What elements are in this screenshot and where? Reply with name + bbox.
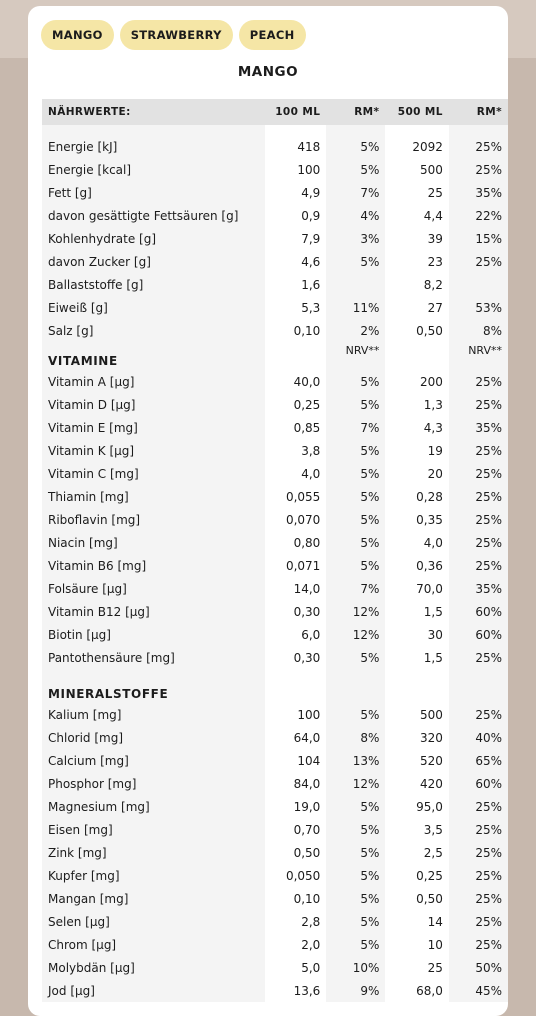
value-500ml: 39: [385, 227, 448, 250]
row-label: Calcium [mg]: [42, 749, 265, 772]
tab-mango[interactable]: MANGO: [41, 20, 114, 50]
row-label: Kupfer [mg]: [42, 864, 265, 887]
rm-100ml: 5%: [326, 864, 385, 887]
section-empty-cell: [449, 675, 508, 703]
row-label: Magnesium [mg]: [42, 795, 265, 818]
rm-100ml: 4%: [326, 204, 385, 227]
table-row: [42, 795, 508, 818]
rm-100ml: 5%: [326, 933, 385, 956]
table-body: [42, 125, 508, 1002]
header-100ml: 100 ML: [265, 99, 327, 125]
rm-100ml: 5%: [326, 393, 385, 416]
row-label: Biotin [µg]: [42, 623, 265, 646]
rm-100ml: 7%: [326, 416, 385, 439]
table-row: [42, 416, 508, 439]
rm-500ml: 25%: [449, 554, 508, 577]
rm-500ml: 35%: [449, 181, 508, 204]
value-100ml: 0,30: [265, 600, 327, 623]
value-100ml: 84,0: [265, 772, 327, 795]
value-500ml: 14: [385, 910, 448, 933]
table-row: [42, 818, 508, 841]
table-row: [42, 158, 508, 181]
value-500ml: 200: [385, 370, 448, 393]
rm-500ml: 25%: [449, 158, 508, 181]
row-label: Vitamin C [mg]: [42, 462, 265, 485]
header-500ml: 500 ML: [385, 99, 448, 125]
value-500ml: 25: [385, 956, 448, 979]
table-row: [42, 181, 508, 204]
table-row: [42, 979, 508, 1002]
value-500ml: 1,3: [385, 393, 448, 416]
table-row: [42, 319, 508, 342]
rm-100ml: 3%: [326, 227, 385, 250]
rm-500ml: 50%: [449, 956, 508, 979]
section-empty-cell: [385, 342, 448, 370]
section-empty-cell: [385, 675, 448, 703]
value-100ml: 4,0: [265, 462, 327, 485]
value-100ml: 0,50: [265, 841, 327, 864]
rm-500ml: 25%: [449, 910, 508, 933]
nutrition-table: [42, 99, 508, 1002]
rm-100ml: 8%: [326, 726, 385, 749]
table-row: [42, 135, 508, 158]
value-100ml: 64,0: [265, 726, 327, 749]
value-500ml: 25: [385, 181, 448, 204]
rm-500ml: 15%: [449, 227, 508, 250]
value-500ml: 68,0: [385, 979, 448, 1002]
row-label: Selen [µg]: [42, 910, 265, 933]
rm-500ml: 45%: [449, 979, 508, 1002]
row-label: Chlorid [mg]: [42, 726, 265, 749]
rm-100ml: 9%: [326, 979, 385, 1002]
value-500ml: 10: [385, 933, 448, 956]
value-100ml: 0,80: [265, 531, 327, 554]
table-row: [42, 439, 508, 462]
rm-500ml: 25%: [449, 485, 508, 508]
row-label: Zink [mg]: [42, 841, 265, 864]
value-500ml: 1,5: [385, 600, 448, 623]
table-row: [42, 646, 508, 669]
tab-peach[interactable]: PEACH: [239, 20, 306, 50]
value-100ml: 0,10: [265, 887, 327, 910]
rm-500ml: 25%: [449, 531, 508, 554]
section-title: VITAMINE: [42, 342, 265, 370]
rm-100ml: 12%: [326, 772, 385, 795]
rm-100ml: 5%: [326, 646, 385, 669]
rm-100ml: 5%: [326, 485, 385, 508]
rm-500ml: 25%: [449, 703, 508, 726]
table-row: [42, 462, 508, 485]
rm-500ml: [449, 273, 508, 296]
rm-500ml: 25%: [449, 841, 508, 864]
row-label: Riboflavin [mg]: [42, 508, 265, 531]
table-row: [42, 531, 508, 554]
value-100ml: 4,6: [265, 250, 327, 273]
value-500ml: 4,4: [385, 204, 448, 227]
table-row: [42, 910, 508, 933]
tab-strawberry[interactable]: STRAWBERRY: [120, 20, 233, 50]
rm-100ml: 5%: [326, 887, 385, 910]
spacer-cell: [265, 125, 327, 135]
table-row: [42, 273, 508, 296]
table-row: [42, 508, 508, 531]
rm-100ml: 5%: [326, 158, 385, 181]
row-label: Kohlenhydrate [g]: [42, 227, 265, 250]
value-100ml: 0,050: [265, 864, 327, 887]
value-500ml: 4,0: [385, 531, 448, 554]
rm-500ml: 8%: [449, 319, 508, 342]
table-row: [42, 841, 508, 864]
value-500ml: 30: [385, 623, 448, 646]
table-row: [42, 772, 508, 795]
rm-500ml: 25%: [449, 393, 508, 416]
value-100ml: 5,3: [265, 296, 327, 319]
rm-100ml: 5%: [326, 135, 385, 158]
value-100ml: 104: [265, 749, 327, 772]
value-500ml: 95,0: [385, 795, 448, 818]
value-500ml: 0,50: [385, 319, 448, 342]
header-name: NÄHRWERTE:: [42, 99, 265, 125]
value-100ml: 14,0: [265, 577, 327, 600]
flavor-title: MANGO: [237, 64, 299, 80]
row-label: Ballaststoffe [g]: [42, 273, 265, 296]
row-label: Phosphor [mg]: [42, 772, 265, 795]
section-header-row: [42, 342, 508, 370]
value-100ml: 0,70: [265, 818, 327, 841]
rm-500ml: 25%: [449, 370, 508, 393]
row-label: davon Zucker [g]: [42, 250, 265, 273]
rm-500ml: 25%: [449, 508, 508, 531]
value-100ml: 0,10: [265, 319, 327, 342]
table-row: [42, 600, 508, 623]
rm-500ml: 60%: [449, 772, 508, 795]
table-spacer: [42, 125, 508, 135]
rm-100ml: 13%: [326, 749, 385, 772]
value-500ml: 27: [385, 296, 448, 319]
rm-500ml: 60%: [449, 623, 508, 646]
section-empty-cell: [326, 675, 385, 703]
table-row: [42, 887, 508, 910]
table-row: [42, 703, 508, 726]
rm-500ml: 25%: [449, 887, 508, 910]
value-100ml: 3,8: [265, 439, 327, 462]
rm-500ml: 25%: [449, 250, 508, 273]
rm-500ml: 25%: [449, 439, 508, 462]
value-500ml: 8,2: [385, 273, 448, 296]
value-100ml: 0,070: [265, 508, 327, 531]
row-label: Vitamin D [µg]: [42, 393, 265, 416]
value-100ml: 0,055: [265, 485, 327, 508]
row-label: Fett [g]: [42, 181, 265, 204]
value-500ml: 4,3: [385, 416, 448, 439]
value-100ml: 0,071: [265, 554, 327, 577]
row-label: Energie [kJ]: [42, 135, 265, 158]
row-label: Eiweiß [g]: [42, 296, 265, 319]
nrv-label: NRV**: [326, 342, 385, 370]
spacer-cell: [449, 125, 508, 135]
spacer-cell: [42, 125, 265, 135]
value-500ml: 0,25: [385, 864, 448, 887]
nrv-label: NRV**: [449, 342, 508, 370]
value-100ml: 40,0: [265, 370, 327, 393]
value-500ml: 320: [385, 726, 448, 749]
rm-500ml: 65%: [449, 749, 508, 772]
table-row: [42, 726, 508, 749]
spacer-cell: [385, 125, 448, 135]
value-100ml: 5,0: [265, 956, 327, 979]
table-row: [42, 370, 508, 393]
table-row: [42, 749, 508, 772]
rm-100ml: 12%: [326, 600, 385, 623]
value-100ml: 0,25: [265, 393, 327, 416]
value-100ml: 0,30: [265, 646, 327, 669]
table-row: [42, 933, 508, 956]
rm-100ml: 5%: [326, 818, 385, 841]
table-header-row: [42, 99, 508, 125]
rm-500ml: 25%: [449, 462, 508, 485]
value-500ml: 500: [385, 158, 448, 181]
table-row: [42, 227, 508, 250]
rm-100ml: 10%: [326, 956, 385, 979]
rm-500ml: 60%: [449, 600, 508, 623]
table-row: [42, 554, 508, 577]
rm-100ml: [326, 273, 385, 296]
rm-100ml: 5%: [326, 462, 385, 485]
value-500ml: 500: [385, 703, 448, 726]
value-500ml: 420: [385, 772, 448, 795]
value-500ml: 2,5: [385, 841, 448, 864]
row-label: Mangan [mg]: [42, 887, 265, 910]
rm-100ml: 12%: [326, 623, 385, 646]
value-100ml: 0,85: [265, 416, 327, 439]
row-label: Vitamin A [µg]: [42, 370, 265, 393]
value-500ml: 2092: [385, 135, 448, 158]
value-100ml: 7,9: [265, 227, 327, 250]
row-label: Vitamin K [µg]: [42, 439, 265, 462]
value-500ml: 0,28: [385, 485, 448, 508]
section-header-row: [42, 675, 508, 703]
value-500ml: 0,50: [385, 887, 448, 910]
value-500ml: 20: [385, 462, 448, 485]
row-label: Salz [g]: [42, 319, 265, 342]
rm-100ml: 5%: [326, 910, 385, 933]
rm-100ml: 7%: [326, 181, 385, 204]
nutrition-card: [28, 6, 508, 1016]
rm-100ml: 5%: [326, 370, 385, 393]
value-100ml: 19,0: [265, 795, 327, 818]
header-rm-100ml: RM*: [326, 99, 385, 125]
rm-500ml: 35%: [449, 416, 508, 439]
row-label: Pantothensäure [mg]: [42, 646, 265, 669]
row-label: Vitamin E [mg]: [42, 416, 265, 439]
row-label: Energie [kcal]: [42, 158, 265, 181]
rm-100ml: 5%: [326, 554, 385, 577]
value-500ml: 0,35: [385, 508, 448, 531]
table-row: [42, 623, 508, 646]
value-100ml: 4,9: [265, 181, 327, 204]
table-row: [42, 296, 508, 319]
value-500ml: 3,5: [385, 818, 448, 841]
rm-100ml: 5%: [326, 841, 385, 864]
rm-500ml: 40%: [449, 726, 508, 749]
value-100ml: 418: [265, 135, 327, 158]
table-row: [42, 485, 508, 508]
value-100ml: 100: [265, 703, 327, 726]
row-label: Thiamin [mg]: [42, 485, 265, 508]
row-label: Eisen [mg]: [42, 818, 265, 841]
rm-100ml: 5%: [326, 508, 385, 531]
table-row: [42, 393, 508, 416]
value-500ml: 23: [385, 250, 448, 273]
table-row: [42, 577, 508, 600]
rm-100ml: 5%: [326, 439, 385, 462]
value-500ml: 0,36: [385, 554, 448, 577]
rm-500ml: 25%: [449, 135, 508, 158]
value-500ml: 19: [385, 439, 448, 462]
rm-100ml: 2%: [326, 319, 385, 342]
section-empty-cell: [265, 675, 327, 703]
rm-500ml: 25%: [449, 795, 508, 818]
rm-500ml: 53%: [449, 296, 508, 319]
section-empty-cell: [265, 342, 327, 370]
value-100ml: 13,6: [265, 979, 327, 1002]
table-row: [42, 956, 508, 979]
rm-500ml: 35%: [449, 577, 508, 600]
value-100ml: 0,9: [265, 204, 327, 227]
rm-100ml: 5%: [326, 703, 385, 726]
value-100ml: 100: [265, 158, 327, 181]
header-rm-500ml: RM*: [449, 99, 508, 125]
value-100ml: 6,0: [265, 623, 327, 646]
rm-100ml: 11%: [326, 296, 385, 319]
rm-500ml: 25%: [449, 864, 508, 887]
row-label: Kalium [mg]: [42, 703, 265, 726]
value-500ml: 70,0: [385, 577, 448, 600]
value-100ml: 2,0: [265, 933, 327, 956]
value-100ml: 1,6: [265, 273, 327, 296]
rm-100ml: 5%: [326, 531, 385, 554]
row-label: Jod [µg]: [42, 979, 265, 1002]
rm-100ml: 7%: [326, 577, 385, 600]
row-label: Folsäure [µg]: [42, 577, 265, 600]
spacer-cell: [326, 125, 385, 135]
rm-500ml: 22%: [449, 204, 508, 227]
row-label: davon gesättigte Fettsäuren [g]: [42, 204, 265, 227]
row-label: Molybdän [µg]: [42, 956, 265, 979]
row-label: Vitamin B6 [mg]: [42, 554, 265, 577]
value-100ml: 2,8: [265, 910, 327, 933]
rm-500ml: 25%: [449, 818, 508, 841]
rm-100ml: 5%: [326, 795, 385, 818]
row-label: Vitamin B12 [µg]: [42, 600, 265, 623]
value-500ml: 1,5: [385, 646, 448, 669]
flavor-tabs: [41, 20, 306, 50]
table-row: [42, 864, 508, 887]
rm-500ml: 25%: [449, 646, 508, 669]
table-row: [42, 250, 508, 273]
rm-100ml: 5%: [326, 250, 385, 273]
row-label: Niacin [mg]: [42, 531, 265, 554]
section-title: MINERALSTOFFE: [42, 675, 265, 703]
rm-500ml: 25%: [449, 933, 508, 956]
value-500ml: 520: [385, 749, 448, 772]
row-label: Chrom [µg]: [42, 933, 265, 956]
table-row: [42, 204, 508, 227]
